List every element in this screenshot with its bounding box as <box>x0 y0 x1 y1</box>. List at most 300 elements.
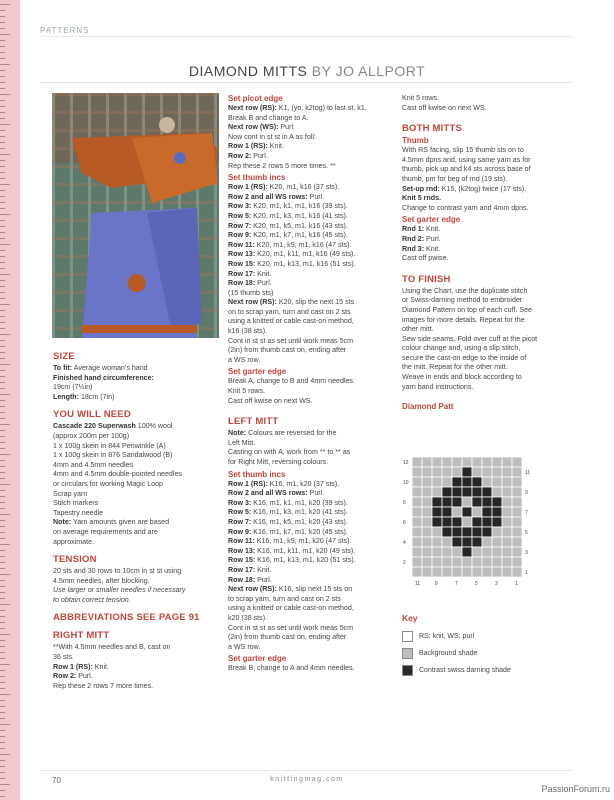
chart-row-label: 9 <box>525 490 528 496</box>
instruction-line: Note: Colours are reversed for the <box>228 429 337 438</box>
tension-note: Use larger or smaller needles if necessary <box>53 586 186 595</box>
garter-line: Break A, change to B and 4mm needles. <box>228 377 355 386</box>
ruler-tick <box>0 772 5 773</box>
instruction-line: using a knitted or cable cast-on method, <box>228 317 354 326</box>
instruction-line: Next row (WS): Purl. <box>228 123 296 132</box>
chart-cell-background <box>512 557 522 567</box>
site-url: knittingmag.com <box>270 776 344 783</box>
instruction-line: thumb, pick up and k4 sts across base of <box>402 165 531 174</box>
footer-divider <box>40 770 572 771</box>
chart-cell-background <box>492 487 502 497</box>
chart-cell-background <box>492 457 502 467</box>
chart-cell-background <box>412 567 422 577</box>
chart-cell-contrast <box>482 527 492 537</box>
chart-cell-background <box>492 567 502 577</box>
right-mitt-instructions <box>53 643 219 691</box>
chart-col-label: 11 <box>415 581 421 587</box>
chart-cell-contrast <box>472 517 482 527</box>
ruler-tick <box>0 616 5 617</box>
chart-cell-background <box>462 517 472 527</box>
ruler-tick <box>0 424 10 425</box>
ruler-tick <box>0 676 5 677</box>
instruction-line: on to scrap yarn, turn and cast on 2 sts <box>228 307 351 316</box>
ruler-tick <box>0 466 5 467</box>
chart-cell-background <box>512 497 522 507</box>
chart-cell-background <box>422 477 432 487</box>
length-line: Length: 18cm (7in) <box>53 392 115 401</box>
ruler-tick <box>0 460 5 461</box>
chart-cell-background <box>482 557 492 567</box>
chart-cell-contrast <box>452 497 462 507</box>
chart-cell-background <box>502 557 512 567</box>
ruler-tick <box>0 244 10 245</box>
ruler-tick <box>0 238 5 239</box>
ruler-tick <box>0 376 5 377</box>
chart-cell-contrast <box>462 467 472 477</box>
instruction-line: Row 9: K20, m1, k7, m1, k16 (45 sts). <box>228 231 348 240</box>
instruction-line: Stitch markers <box>53 499 99 508</box>
instruction-line: Cast off pwise. <box>402 254 449 263</box>
instruction-line: Row 5: K20, m1, k3, m1, k16 (41 sts). <box>228 211 348 220</box>
abbreviations-heading: ABBREVIATIONS SEE PAGE 91 <box>53 612 200 624</box>
left-mitt-heading: LEFT MITT <box>228 416 279 428</box>
chart-cell-background <box>412 507 422 517</box>
tension-heading: TENSION <box>53 554 97 566</box>
ruler-tick <box>0 82 5 83</box>
ruler-tick <box>0 526 5 527</box>
instruction-line: 4mm and 4.5mm double-pointed needles <box>53 470 182 479</box>
ruler-tick <box>0 136 5 137</box>
instruction-line: Next row (RS): K16, slip next 15 sts on <box>228 585 353 594</box>
chart-cell-contrast <box>482 507 492 517</box>
ruler-tick <box>0 670 5 671</box>
ruler-tick <box>0 202 5 203</box>
thumb-finish-instructions <box>402 146 572 213</box>
thumb-incs-heading: Set thumb incs <box>228 173 286 183</box>
ruler-tick <box>0 358 5 359</box>
chart-cell-contrast <box>432 507 442 517</box>
ruler-tick <box>0 142 5 143</box>
ruler-tick <box>0 268 5 269</box>
ruler-tick <box>0 154 10 155</box>
circumference-value: 19cm (7½in) <box>53 383 93 392</box>
key-label: RS: knit, WS: purl <box>419 633 475 640</box>
instruction-line: Row 1 (RS): Knit. <box>53 662 109 671</box>
chart-cell-background <box>432 567 442 577</box>
instruction-line: Next row (RS): K20, slip the next 15 sts <box>228 298 355 307</box>
chart-cell-contrast <box>452 517 462 527</box>
instruction-line: thumb, pm for beg of rnd (19 sts). <box>402 174 508 183</box>
finish-heading: TO FINISH <box>402 273 451 285</box>
instruction-line: or Swiss-darning method to embroider <box>402 296 523 305</box>
ruler-tick <box>0 304 10 305</box>
left-thumb-heading: Set thumb incs <box>228 469 286 479</box>
chart-cell-background <box>432 547 442 557</box>
ruler-tick <box>0 748 5 749</box>
instruction-line: Row 18: Purl. <box>228 575 272 584</box>
ruler-tick <box>0 610 5 611</box>
chart-cell-background <box>452 557 462 567</box>
instruction-line: Row 18: Purl. <box>228 279 272 288</box>
instruction-line: Row 13: K20, m1, k11, m1, k16 (49 sts). <box>228 250 356 259</box>
chart-cell-background <box>502 497 512 507</box>
chart-cell-background <box>512 507 522 517</box>
ruler-tick <box>0 256 5 257</box>
ruler-strip <box>0 0 20 800</box>
chart-col-label: 1 <box>515 581 518 587</box>
chart-cell-contrast <box>442 487 452 497</box>
ruler-tick <box>0 298 5 299</box>
ruler-tick <box>0 88 5 89</box>
chart-cell-background <box>502 537 512 547</box>
chart-row-label: 4 <box>403 540 406 546</box>
chart-cell-background <box>412 497 422 507</box>
garter-line: Knit 5 rows. <box>228 387 266 396</box>
ruler-tick <box>0 172 5 173</box>
picot-heading: Set picot edge <box>228 94 283 103</box>
ruler-tick <box>0 454 10 455</box>
instruction-line: **With 4.5mm needles and B, cast on <box>53 643 171 652</box>
chart-cell-background <box>512 477 522 487</box>
chart-cell-background <box>502 517 512 527</box>
instruction-line: approximate. <box>53 537 95 546</box>
chart-col-label: 5 <box>475 581 478 587</box>
ruler-tick <box>0 700 5 701</box>
ruler-tick <box>0 622 5 623</box>
ruler-tick <box>0 178 5 179</box>
instruction-line: Row 11: K20, m1, k9, m1, k16 (47 sts). <box>228 240 352 249</box>
tension-note: to obtain correct tension. <box>53 595 131 604</box>
ruler-tick <box>0 724 10 725</box>
chart-cell-background <box>412 527 422 537</box>
chart-cell-background <box>442 467 452 477</box>
ruler-tick <box>0 640 5 641</box>
ruler-tick <box>0 646 5 647</box>
chart-cell-background <box>482 467 492 477</box>
chart-cell-contrast <box>482 487 492 497</box>
ruler-tick <box>0 148 5 149</box>
ruler-tick <box>0 532 5 533</box>
instruction-line: Rnd 3: Knit. <box>402 244 441 253</box>
instruction-line: Row 17: Knit. <box>228 269 272 278</box>
instruction-line: secure the cast-on edge to the inside of <box>402 353 527 362</box>
ruler-tick <box>0 334 10 335</box>
chart-cell-background <box>432 457 442 467</box>
chart-cell-background <box>462 567 472 577</box>
ruler-tick <box>0 682 5 683</box>
chart-cell-background <box>442 547 452 557</box>
chart-cell-background <box>472 507 482 517</box>
instruction-line: Row 3: K20, m1, k1, m1, k16 (39 sts). <box>228 202 348 211</box>
instruction-line: With RS facing, slip 15 thumb sts on to <box>402 146 524 155</box>
chart-cell-background <box>442 457 452 467</box>
mitts-photo <box>52 93 219 338</box>
left-mitt-notes <box>228 429 393 467</box>
diamond-chart <box>402 455 542 587</box>
instruction-line: Row 2: Purl. <box>53 672 93 681</box>
instruction-line: Next row (RS): K1, (yo, k2tog) to last st, k1. <box>228 104 367 112</box>
chart-cell-background <box>432 537 442 547</box>
chart-row-label: 12 <box>403 460 409 466</box>
instruction-line: the mitt. Repeat for the other mitt. <box>402 363 508 372</box>
chart-row-label: 8 <box>403 500 406 506</box>
instruction-line: Diamond Pattern on top of each cuff. See <box>402 305 533 314</box>
chart-cell-contrast <box>442 497 452 507</box>
instruction-line: Row 11: K16, m1, k9, m1, k20 (47 sts). <box>228 537 352 546</box>
chart-cell-background <box>512 527 522 537</box>
ruler-tick <box>0 652 5 653</box>
chart-cell-background <box>422 557 432 567</box>
instruction-line: a WS row. <box>228 642 261 651</box>
ruler-tick <box>0 46 5 47</box>
chart-cell-contrast <box>452 487 462 497</box>
chart-cell-contrast <box>462 537 472 547</box>
ruler-tick <box>0 490 5 491</box>
instruction-line: to scrap yarn, turn and cast on 2 sts <box>228 594 341 603</box>
ruler-tick <box>0 394 10 395</box>
ruler-tick <box>0 556 5 557</box>
ruler-tick <box>0 472 5 473</box>
ruler-tick <box>0 442 5 443</box>
garter-heading: Set garter edge <box>228 367 287 377</box>
chart-cell-contrast <box>472 497 482 507</box>
chart-cell-background <box>412 537 422 547</box>
instruction-line: Row 13: K16, m1, k11, m1, k20 (49 sts). <box>228 546 356 555</box>
ruler-tick <box>0 208 5 209</box>
chart-cell-background <box>472 557 482 567</box>
chart-row-label: 2 <box>403 560 406 566</box>
instruction-line: Cascade 220 Superwash 100% wool <box>53 422 173 431</box>
ruler-tick <box>0 544 10 545</box>
chart-title: Diamond Patt <box>402 402 454 412</box>
ruler-tick <box>0 118 5 119</box>
tension-line: 20 sts and 30 rows to 10cm in st st using <box>53 567 182 576</box>
key-swatch <box>402 648 413 659</box>
continued-line: Knit 5 rows. <box>402 94 440 102</box>
instruction-line: or circulars for working Magic Loop <box>53 479 163 488</box>
watermark: PassionForum.ru <box>541 784 610 794</box>
chart-cell-background <box>452 467 462 477</box>
finish-instructions <box>402 287 572 393</box>
left-garter-heading: Set garter edge <box>228 654 287 664</box>
ruler-tick <box>0 418 5 419</box>
instruction-line: Row 9: K16, m1, k7, m1, k20 (45 sts). <box>228 527 348 536</box>
ruler-tick <box>0 124 10 125</box>
chart-cell-background <box>432 527 442 537</box>
ruler-tick <box>0 250 5 251</box>
ruler-tick <box>0 586 5 587</box>
chart-cell-background <box>502 527 512 537</box>
ruler-tick <box>0 16 5 17</box>
instruction-line: a WS row. <box>228 355 261 364</box>
chart-cell-contrast <box>492 497 502 507</box>
chart-cell-background <box>502 487 512 497</box>
key-item <box>402 665 511 676</box>
chart-cell-background <box>482 477 492 487</box>
ruler-tick <box>0 106 5 107</box>
title-byline: BY JO ALLPORT <box>311 63 426 79</box>
materials-list <box>53 422 219 547</box>
chart-cell-background <box>482 547 492 557</box>
key-label: Background shade <box>419 650 478 657</box>
chart-cell-contrast <box>462 527 472 537</box>
ruler-tick <box>0 694 10 695</box>
instruction-line: on average requirements and are <box>53 527 158 536</box>
ruler-tick <box>0 430 5 431</box>
instruction-line: 4mm and 4.5mm needles <box>53 460 134 469</box>
left-garter-line: Break B, change to A and 4mm needles. <box>228 664 355 673</box>
instruction-line: (15 thumb sts) <box>228 288 274 297</box>
ruler-tick <box>0 112 5 113</box>
column-3 <box>402 94 572 412</box>
ruler-tick <box>0 718 5 719</box>
chart-cell-background <box>492 557 502 567</box>
ruler-tick <box>0 436 5 437</box>
chart-cell-background <box>492 527 502 537</box>
chart-cell-contrast <box>442 517 452 527</box>
instruction-line: Row 1 (RS): Knit. <box>228 142 284 151</box>
instruction-line: Casting on with A, work from ** to ** as <box>228 448 351 457</box>
ruler-tick <box>0 22 5 23</box>
chart-cell-background <box>422 487 432 497</box>
chart-cell-background <box>432 467 442 477</box>
chart-cell-background <box>502 477 512 487</box>
size-heading: SIZE <box>53 351 75 362</box>
chart-cell-background <box>452 507 462 517</box>
chart-cell-background <box>512 547 522 557</box>
ruler-tick <box>0 382 5 383</box>
garter-line: Cast off kwise on next WS. <box>228 396 313 405</box>
chart-cell-background <box>462 457 472 467</box>
ruler-tick <box>0 784 10 785</box>
ruler-tick <box>0 232 5 233</box>
ruler-tick <box>0 388 5 389</box>
chart-cell-contrast <box>462 487 472 497</box>
ruler-tick <box>0 754 10 755</box>
instruction-line: Using the Chart, use the duplicate stitch <box>402 286 528 295</box>
instruction-line: Row 17: Knit. <box>228 565 272 574</box>
chart-cell-background <box>452 547 462 557</box>
instruction-line: Set-up rnd: K15, (k2tog) twice (17 sts). <box>402 184 527 193</box>
chart-cell-background <box>512 567 522 577</box>
chart-cell-contrast <box>462 477 472 487</box>
ruler-tick <box>0 166 5 167</box>
ruler-tick <box>0 286 5 287</box>
chart-cell-background <box>472 457 482 467</box>
chart-cell-background <box>422 457 432 467</box>
chart-cell-contrast <box>432 497 442 507</box>
page-number: 70 <box>52 776 61 785</box>
key-label: Contrast swiss darning shade <box>419 667 511 674</box>
ruler-tick <box>0 400 5 401</box>
chart-cell-contrast <box>492 507 502 517</box>
instruction-line: Row 7: K20, m1, k5, m1, k16 (43 sts). <box>228 221 348 230</box>
ruler-tick <box>0 160 5 161</box>
column-1 <box>53 347 219 691</box>
ruler-tick <box>0 412 5 413</box>
chart-cell-contrast <box>482 497 492 507</box>
instruction-line: Row 1 (RS): K20, m1, k16 (37 sts). <box>228 183 340 192</box>
instruction-line: Row 2 and all WS rows: Purl. <box>228 192 325 201</box>
chart-cell-background <box>432 477 442 487</box>
instruction-line: (2in) from thumb cast on, ending after <box>228 633 347 642</box>
ruler-tick <box>0 220 5 221</box>
ruler-tick <box>0 598 5 599</box>
instruction-line: Left Mitt. <box>228 438 256 447</box>
ruler-tick <box>0 580 5 581</box>
chart-cell-background <box>412 557 422 567</box>
title-name: DIAMOND MITTS <box>188 63 308 79</box>
instruction-line: Tapestry needle <box>53 508 104 517</box>
chart-cell-background <box>472 567 482 577</box>
pattern-title <box>0 63 614 79</box>
ruler-tick <box>0 280 5 281</box>
instruction-line: Break B and change to A. <box>228 113 309 122</box>
chart-cell-background <box>422 507 432 517</box>
chart-cell-contrast <box>472 527 482 537</box>
instruction-line: k16 (38 sts). <box>228 327 268 336</box>
instruction-line: Weave in ends and block according to <box>402 373 522 382</box>
ruler-tick <box>0 214 10 215</box>
instruction-line: Row 3: K16, m1, k1, m1, k20 (39 sts). <box>228 498 348 507</box>
chart-cell-background <box>502 457 512 467</box>
instruction-line: using a knitted or cable cast-on method, <box>228 604 354 613</box>
ruler-tick <box>0 604 10 605</box>
ruler-tick <box>0 94 10 95</box>
instruction-line: Rnd 1: Knit. <box>402 225 441 234</box>
chart-cell-background <box>452 567 462 577</box>
section-header: PATTERNS <box>40 26 90 35</box>
chart-cell-background <box>502 547 512 557</box>
chart-cell-background <box>422 527 432 537</box>
ruler-tick <box>0 4 10 5</box>
key-swatch <box>402 631 413 642</box>
chart-row-label: 11 <box>525 470 531 476</box>
chart-row-label: 1 <box>525 570 528 576</box>
ruler-tick <box>0 592 5 593</box>
chart-cell-background <box>432 557 442 567</box>
chart-cell-contrast <box>472 537 482 547</box>
ruler-tick <box>0 370 5 371</box>
ruler-tick <box>0 736 5 737</box>
instruction-line: 36 sts. <box>53 653 74 662</box>
ruler-tick <box>0 706 5 707</box>
key-title: Key <box>402 613 418 623</box>
ruler-tick <box>0 292 5 293</box>
ruler-tick <box>0 352 5 353</box>
chart-cell-background <box>472 547 482 557</box>
instruction-line: Row 7: K16, m1, k5, m1, k20 (43 sts). <box>228 517 348 526</box>
ruler-tick <box>0 226 5 227</box>
instruction-line: Cont in st st as set until work meas 5cm <box>228 336 353 345</box>
chart-cell-contrast <box>462 507 472 517</box>
instruction-line: Cont in st st as set until work meas 5cm <box>228 623 353 632</box>
instruction-line: yarn band instructions. <box>402 382 474 391</box>
chart-cell-background <box>412 457 422 467</box>
chart-col-label: 7 <box>455 581 458 587</box>
chart-key <box>402 613 511 682</box>
chart-row-label: 6 <box>403 520 406 526</box>
chart-cell-background <box>412 487 422 497</box>
ruler-tick <box>0 310 5 311</box>
both-garter-instructions <box>402 225 572 263</box>
chart-cell-background <box>472 467 482 477</box>
left-thumb-instructions <box>228 480 393 653</box>
chart-cell-contrast <box>452 477 462 487</box>
instruction-line: 1 x 100g skein in 844 Periwinkle (A) <box>53 441 166 450</box>
ruler-tick <box>0 322 5 323</box>
chart-cell-background <box>482 537 492 547</box>
